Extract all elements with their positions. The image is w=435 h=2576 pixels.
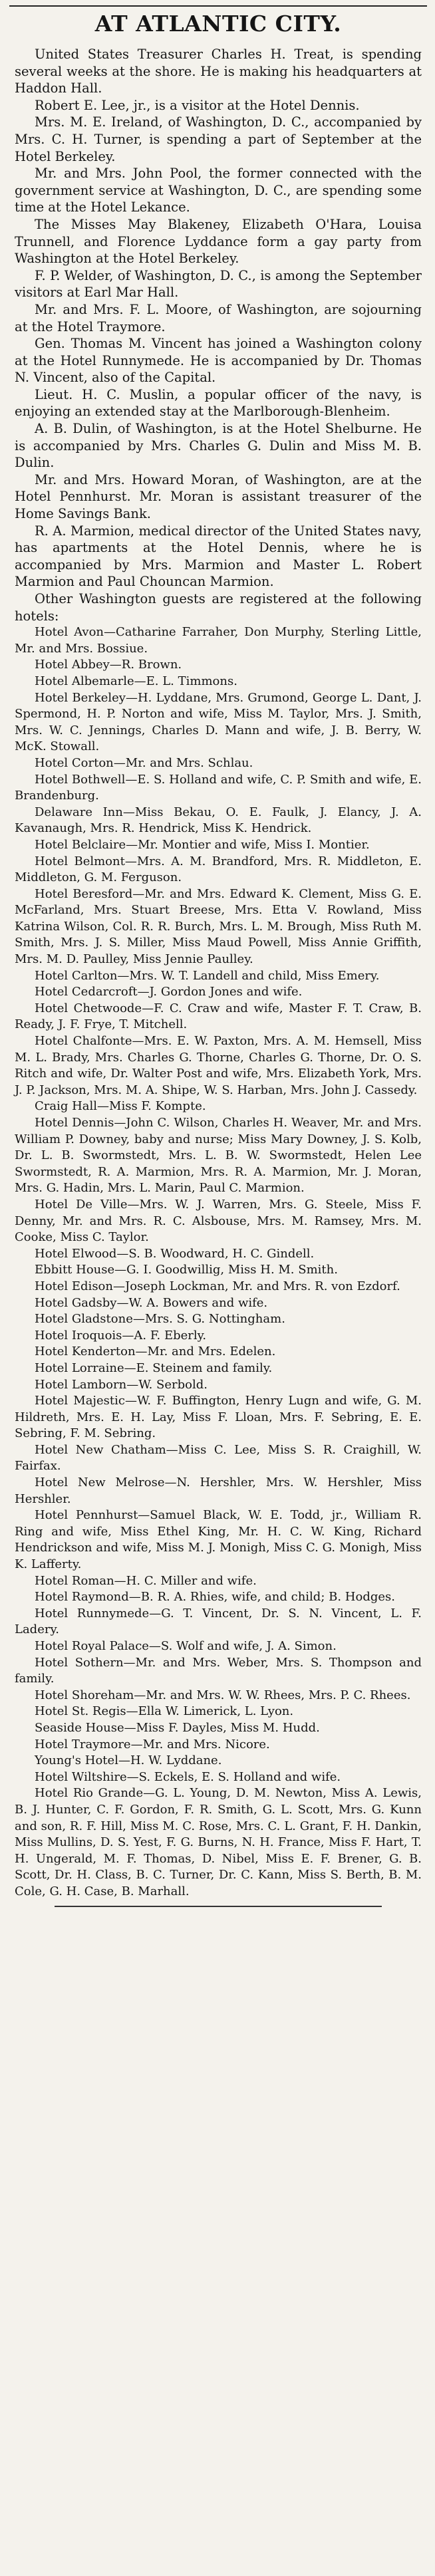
hotel-entry: Seaside House—Miss F. Dayles, Miss M. Hudd. [35, 1720, 320, 1735]
hotel-entry: Ebbitt House—G. I. Goodwillig, Miss H. M. Smith. [35, 1263, 338, 1277]
headline: AT ATLANTIC CITY. [94, 11, 342, 37]
hotel-entry: Hotel Belclaire—Mr. Montier and wife, Miss I. Montier. [35, 837, 370, 852]
hotel-entry: Hotel Wiltshire—S. Eckels, E. S. Holland and wife. [35, 1769, 341, 1784]
hotel-entry: Hotel Kenderton—Mr. and Mrs. Edelen. [35, 1345, 276, 1359]
paragraph: A. B. Dulin, of Washington, is at the Hotel Shelburne. He is accompanied by Mrs. Charles G. Dulin and Miss M. B. Dulin. [15, 421, 422, 471]
paragraph: Robert E. Lee, jr., is a visitor at the Hotel Dennis. [35, 97, 360, 113]
hotel-entry: Craig Hall—Miss F. Kompte. [35, 1099, 206, 1114]
hotel-entry: Hotel Edison—Joseph Lockman, Mr. and Mrs. R. von Ezdorf. [35, 1279, 400, 1293]
hotel-entry: Hotel Berkeley—H. Lyddane, Mrs. Grumond, George L. Dant, J. Spermond, H. P. Norton and wife, Miss M. Taylor, Mrs. J. Smith, Mrs. W. C. Jennings, Charles D. Mann and wife, J. B. Berry, W. McK. Stowall. [15, 690, 422, 754]
paragraph: United States Treasurer Charles H. Treat, is spending several weeks at the shore. He is making his headquarters at Haddon Hall. [15, 47, 422, 96]
top-rule [9, 5, 427, 7]
hotel-entry: Hotel Chetwoode—F. C. Craw and wife, Master F. T. Craw, B. Ready, J. F. Frye, T. Mitchell. [15, 1001, 422, 1032]
paragraph: Other Washington guests are registered at the following hotels: [15, 591, 422, 624]
paragraph: Gen. Thomas M. Vincent has joined a Washington colony at the Hotel Runnymede. He is accompanied by Dr. Thomas N. Vincent, also of the Capital. [15, 336, 422, 386]
hotel-entry: Hotel Cedarcroft—J. Gordon Jones and wife. [35, 985, 303, 999]
hotel-entry: Delaware Inn—Miss Bekau, O. E. Faulk, J. Elancy, J. A. Kavanaugh, Mrs. R. Hendrick, Miss K. Hendrick. [15, 805, 422, 836]
hotel-entry: Hotel Runnymede—G. T. Vincent, Dr. S. N. Vincent, L. F. Ladery. [15, 1606, 422, 1637]
hotel-entry: Hotel Rio Grande—G. L. Young, D. M. Newton, Miss A. Lewis, B. J. Hunter, C. F. Gordon, F. R. Smith, G. L. Scott, Mrs. G. Kunn and son, R. F. Hill, Miss M. C. Rose, Mrs. C. L. Grant, F. H. Dankin, Miss Mullins, D. S. Yest, F. G. Burns, N. H. France, Miss F. Hart, T. H. Ungerald, M. F. Thomas, D. Nibel, Miss E. F. Brener, G. B. Scott, Dr. H. Class, B. C. Turner, Dr. C. Kann, Miss S. Berth, B. M. Cole, G. H. Case, B. Marhall. [15, 1786, 422, 1898]
hotel-entry: Hotel St. Regis—Ella W. Limerick, L. Lyon. [35, 1704, 294, 1719]
hotel-entry: Hotel Abbey—R. Brown. [35, 658, 182, 672]
paragraph: Lieut. H. C. Muslin, a popular officer of the navy, is enjoying an extended stay at the Marlborough-Blenheim. [15, 386, 422, 420]
hotel-entry: Hotel New Chatham—Miss C. Lee, Miss S. R. Craighill, W. Fairfax. [15, 1442, 422, 1474]
paragraph: The Misses May Blakeney, Elizabeth O'Hara, Louisa Trunnell, and Florence Lyddance form a gay party from Washington at the Hotel Berkeley. [15, 216, 422, 267]
hotel-entry: Hotel Shoreham—Mr. and Mrs. W. W. Rhees, Mrs. P. C. Rhees. [35, 1688, 411, 1702]
hotel-entry: Hotel Gladstone—Mrs. S. G. Nottingham. [35, 1312, 285, 1327]
hotel-entry: Hotel Iroquois—A. F. Eberly. [35, 1328, 207, 1343]
hotel-entry: Hotel Lorraine—E. Steinem and family. [35, 1360, 273, 1375]
hotel-entry: Hotel Chalfonte—Mrs. E. W. Paxton, Mrs. A. M. Hemsell, Miss M. L. Brady, Mrs. Charles G. Thorne, Charles G. Thorne, Dr. O. S. Ritch and wife, Dr. Walter Post and wife, Mrs. Elizabeth York, Mrs. J. P. Jackson, Mrs. M. A. Shipe, W. S. Harban, Mrs. John J. Cassedy. [15, 1034, 422, 1097]
hotel-entry: Hotel Sothern—Mr. and Mrs. Weber, Mrs. S. Thompson and family. [15, 1655, 422, 1686]
hotel-entry: Hotel Bothwell—E. S. Holland and wife, C. P. Smith and wife, E. Brandenburg. [15, 772, 422, 803]
hotel-entry: Hotel Albemarle—E. L. Timmons. [35, 674, 237, 688]
paragraph: Mr. and Mrs. John Pool, the former connected with the government service at Washington, D. C., are spending some time at the Hotel Lekance. [15, 166, 422, 215]
hotel-entry: Hotel Majestic—W. F. Buffington, Henry Lugn and wife, G. M. Hildreth, Mrs. E. H. Lay, Miss F. Lloan, Mrs. F. Sebring, E. E. Sebring, F. M. Sebring. [15, 1394, 422, 1441]
hotel-entry: Hotel Dennis—John C. Wilson, Charles H. Weaver, Mr. and Mrs. William P. Downey, baby and nurse; Miss Mary Downey, J. S. Kolb, Dr. L. B. Swormstedt, Mrs. L. B. W. Swormstedt, Helen Lee Swormstedt, R. A. Marmion, Mrs. R. A. Marmion, Mr. J. Moran, Mrs. G. Hadin, Mrs. L. Marin, Paul C. Marmion. [15, 1116, 422, 1196]
article-body [15, 46, 422, 624]
hotel-entry: Young's Hotel—H. W. Lyddane. [35, 1753, 222, 1768]
paragraph: F. P. Welder, of Washington, D. C., is among the September visitors at Earl Mar Hall. [15, 267, 422, 301]
hotel-entry: Hotel Beresford—Mr. and Mrs. Edward K. Clement, Miss G. E. McFarland, Mrs. Stuart Breese, Mrs. Etta V. Rowland, Miss Katrina Wilson, Col. R. R. Burch, Mrs. L. M. Brough, Miss Ruth M. Smith, Mrs. J. S. Miller, Miss Maud Powell, Miss Annie Griffith, Mrs. M. D. Paulley, Miss Jennie Paulley. [15, 886, 422, 967]
bottom-rule [55, 1906, 382, 1907]
hotel-entry: Hotel Avon—Catharine Farraher, Don Murphy, Sterling Little, Mr. and Mrs. Bossiue. [15, 625, 422, 656]
paragraph: Mr. and Mrs. F. L. Moore, of Washington, are sojourning at the Hotel Traymore. [15, 301, 422, 334]
hotel-entry: Hotel Traymore—Mr. and Mrs. Nicore. [35, 1737, 270, 1751]
hotel-entry: Hotel De Ville—Mrs. W. J. Warren, Mrs. G. Steele, Miss F. Denny, Mr. and Mrs. R. C. Alsbouse, Mrs. M. Ramsey, Mrs. M. Cooke, Miss C. Taylor. [15, 1197, 422, 1245]
hotel-entry: Hotel Roman—H. C. Miller and wife. [35, 1573, 257, 1588]
hotel-entry: Hotel Belmont—Mrs. A. M. Brandford, Mrs. R. Middleton, E. Middleton, G. M. Ferguson. [15, 854, 422, 885]
hotel-entry: Hotel Raymond—B. R. A. Rhies, wife, and child; B. Hodges. [35, 1590, 395, 1605]
hotel-entry: Hotel Royal Palace—S. Wolf and wife, J. A. Simon. [35, 1639, 337, 1653]
hotel-entry: Hotel Pennhurst—Samuel Black, W. E. Todd, jr., William R. Ring and wife, Miss Ethel King, Mr. H. C. W. King, Richard Hendrickson and wife, Miss M. J. Monigh, Miss C. G. Monigh, Miss K. Lafferty. [15, 1508, 422, 1572]
hotel-entry: Hotel Carlton—Mrs. W. T. Landell and child, Miss Emery. [35, 968, 380, 983]
hotel-registry-list [15, 624, 422, 1900]
hotel-entry: Hotel Corton—Mr. and Mrs. Schlau. [35, 755, 253, 770]
hotel-entry: Hotel Lamborn—W. Serbold. [35, 1377, 208, 1392]
hotel-entry: Hotel Elwood—S. B. Woodward, H. C. Gindell. [35, 1246, 315, 1261]
hotel-entry: Hotel New Melrose—N. Hershler, Mrs. W. Hershler, Miss Hershler. [15, 1476, 422, 1506]
paragraph: Mrs. M. E. Ireland, of Washington, D. C., accompanied by Mrs. C. H. Turner, is spending a part of September at the Hotel Berkeley. [15, 114, 422, 164]
paragraph: Mr. and Mrs. Howard Moran, of Washington, are at the Hotel Pennhurst. Mr. Moran is assistant treasurer of the Home Savings Bank. [15, 471, 422, 522]
hotel-entry: Hotel Gadsby—W. A. Bowers and wife. [35, 1295, 268, 1310]
paragraph: R. A. Marmion, medical director of the United States navy, has apartments at the Hotel Dennis, where he is accompanied by Mrs. Marmion and Master L. Robert Marmion and Paul Chouncan Marmion. [15, 523, 422, 590]
